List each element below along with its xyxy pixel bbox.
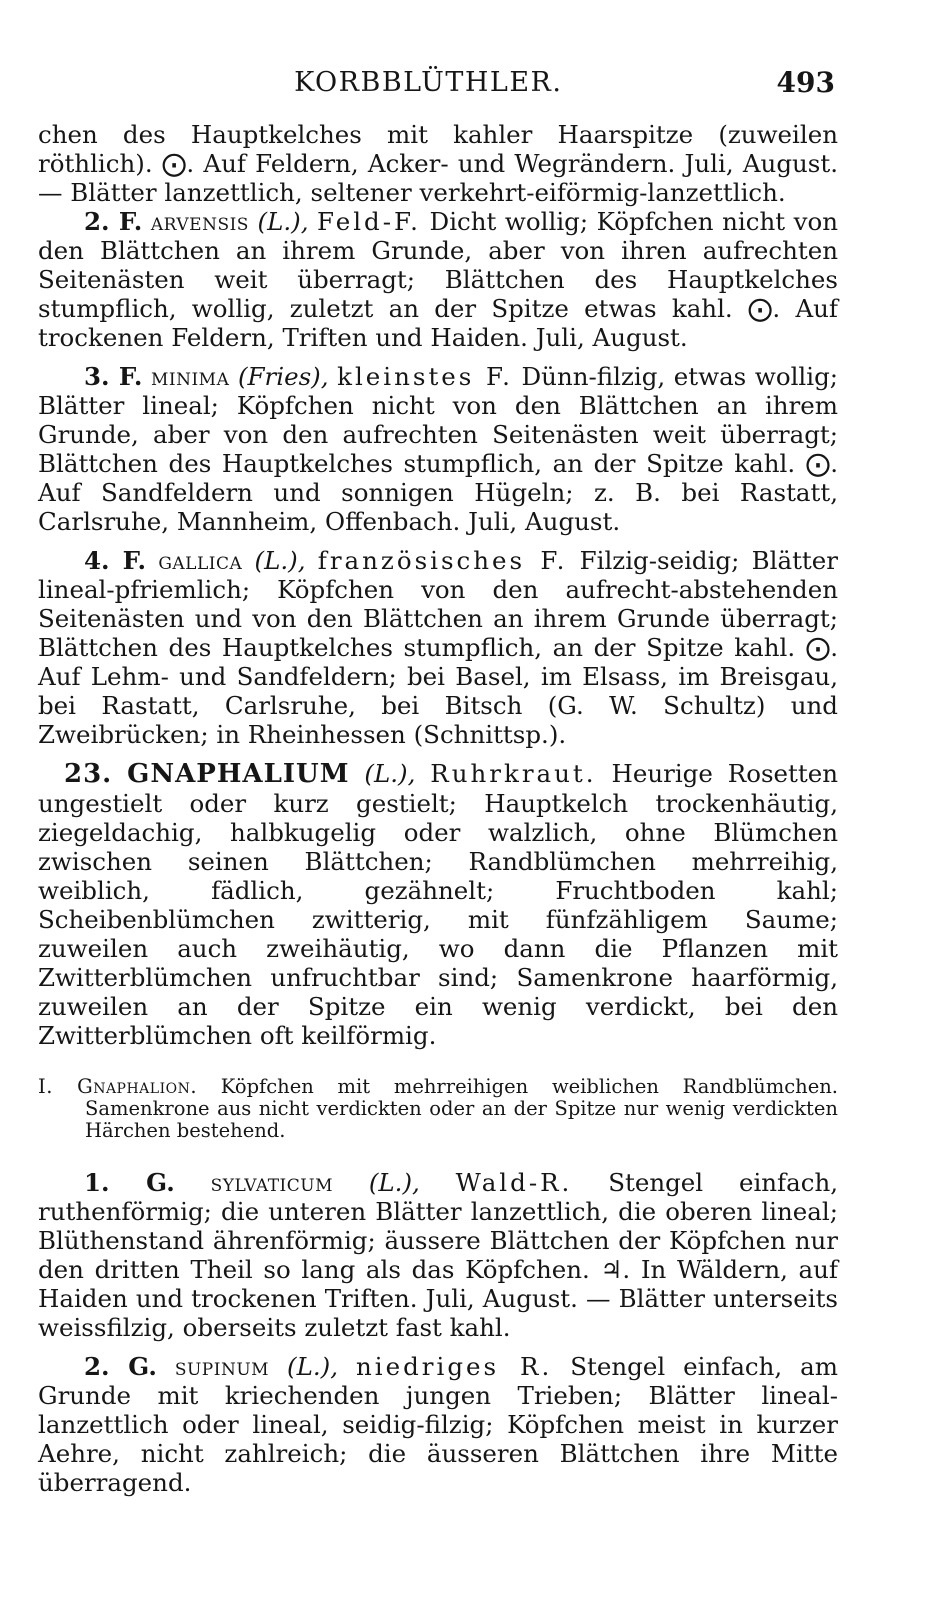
species-description: Stengel einfach, am Grunde mit kriechenden jungen Trieben; Blätter lineal-lanzettlich oder lineal, seidig-filzig; Köpfchen meist in kurzer Aehre, nicht zahlreich; die äusseren Blättchen ihre Mitte überragend. (38, 1352, 839, 1497)
species-epithet: minima (150, 362, 230, 391)
genus-name: GNAPHALIUM (127, 759, 350, 789)
species-entry-gallica (38, 546, 838, 749)
species-entry-supinum (38, 1352, 838, 1497)
section-label: I. Gnaphalion. (38, 1075, 198, 1098)
species-number: 3. F. (84, 362, 143, 391)
species-vernacular: französisches F. (317, 546, 568, 575)
species-description: Filzig-seidig; Blätter lineal-pfriemlich; Köpfchen von den aufrecht-abstehenden Seitenästen und von den Blättchen an ihrem Grunde überragt; Blättchen des Hauptkelches stumpflich, an der Spitze kahl. ⨀. Auf Lehm- und Sandfeldern; bei Basel, im Elsass, im Breisgau, bei Rastatt, Carlsruhe, bei Bitsch (G. W. Schultz) und Zweibrücken; in Rheinhessen (Schnittsp.). (38, 546, 838, 749)
species-vernacular: kleinstes F. (337, 362, 513, 391)
species-number: 2. G. (84, 1352, 157, 1381)
genus-vernacular: Ruhrkraut. (430, 759, 597, 788)
page-body (38, 120, 838, 1507)
species-description: Dicht wollig; Köpfchen nicht von den Blättchen an ihrem Grunde, aber von ihren aufrechten Seitenästen weit überragt; Blättchen des Hauptkelches stumpflich, wollig, zuletzt an der Spitze etwas kahl. ⨀. Auf trockenen Feldern, Triften und Haiden. Juli, August. (38, 207, 839, 352)
running-head: KORBBLÜTHLER. (294, 66, 563, 98)
genus-description: Heurige Rosetten ungestielt oder kurz gestielt; Hauptkelch trockenhäutig, ziegeldachig, halbkugelig oder walzlich, ohne Blümchen zwischen seinen Blättchen; Randblümchen mehrreihig, weiblich, fädlich, gezähnelt; Fruchtboden kahl; Scheibenblümchen zwitterig, mit fünfzähligem Saume; zuweilen auch zweihäutig, wo dann die Pflanzen mit Zwitterblümchen unfruchtbar sind; Samenkrone haarförmig, zuweilen an der Spitze ein wenig verdickt, bei den Zwitterblümchen oft keilförmig. (38, 759, 838, 1050)
species-description: Dünn-filzig, etwas wollig; Blätter lineal; Köpfchen nicht von den Blättchen an ihrem Grunde, aber von den aufrechten Seitenästen weit überragt; Blättchen des Hauptkelches stumpflich, an der Spitze kahl. ⨀. Auf Sandfeldern und sonnigen Hügeln; z. B. bei Rastatt, Carlsruhe, Mannheim, Offenbach. Juli, August. (38, 362, 839, 536)
species-author: (L.), (287, 1352, 339, 1381)
page-number: 493 (776, 65, 835, 99)
page-header (40, 62, 835, 102)
species-vernacular: Wald-R. (455, 1168, 573, 1197)
species-author: (Fries), (237, 362, 329, 391)
species-epithet: arvensis (150, 207, 249, 236)
species-number: 1. G. (84, 1168, 175, 1197)
species-epithet: supinum (174, 1352, 270, 1381)
genus-number: 23. (64, 759, 113, 789)
section-text: Köpfchen mit mehrreihigen weiblichen Randblümchen. Samenkrone aus nicht verdickten oder an der Spitze nur wenig verdickten Härchen bestehend. (85, 1075, 839, 1142)
species-number: 4. F. (84, 546, 147, 575)
genus-author: (L.), (364, 759, 416, 788)
species-entry-arvensis (38, 207, 838, 352)
species-author: (L.), (368, 1168, 420, 1197)
genus-entry-gnaphalium (38, 759, 838, 1050)
species-entry-minima (38, 362, 838, 536)
species-vernacular: Feld-F. (317, 207, 421, 236)
section-gnaphalion (38, 1076, 838, 1142)
continuation-paragraph: chen des Hauptkelches mit kahler Haarspitze (zuweilen röthlich). ⨀. Auf Feldern, Acker- und Wegrändern. Juli, August. — Blätter lanzettlich, seltener verkehrt-eiförmig-lanzettlich. (38, 120, 838, 207)
species-author: (L.), (257, 207, 309, 236)
species-epithet: gallica (158, 546, 243, 575)
species-entry-sylvaticum (38, 1168, 838, 1342)
species-number: 2. F. (84, 207, 143, 236)
species-epithet: sylvaticum (210, 1168, 333, 1197)
species-author: (L.), (254, 546, 306, 575)
species-vernacular: niedriges R. (355, 1352, 553, 1381)
species-description: Stengel einfach, ruthenförmig; die unteren Blätter lanzettlich, die oberen lineal; Blüthenstand ährenförmig; äussere Blättchen der Köpfchen nur den dritten Theil so lang als das Köpfchen. ♃. In Wäldern, auf Haiden und trockenen Triften. Juli, August. — Blätter unterseits weissfilzig, oberseits zuletzt fast kahl. (38, 1168, 839, 1342)
